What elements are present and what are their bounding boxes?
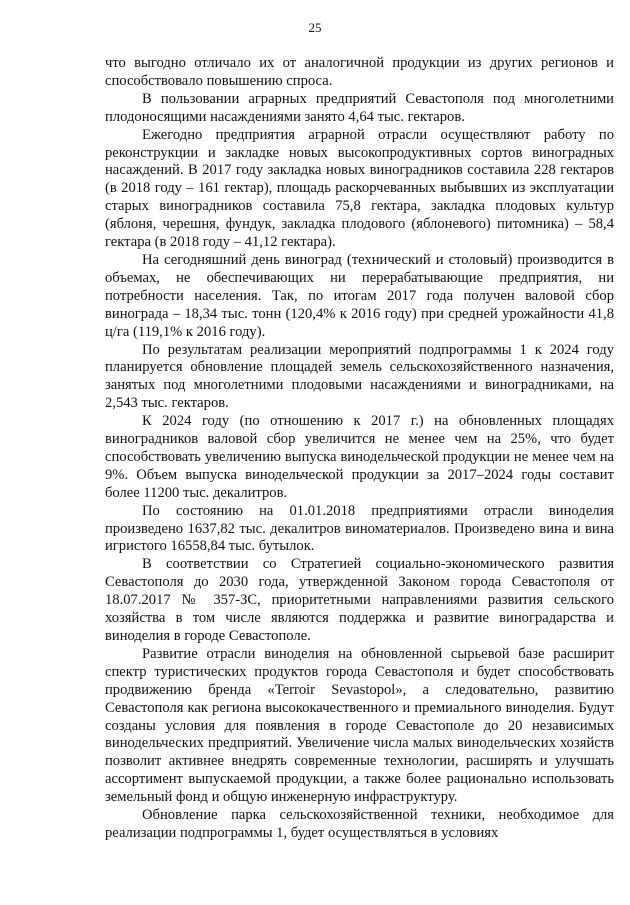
paragraph: В пользовании аграрных предприятий Севастополя под многолетними плодоносящими насаждениями занято 4,64 тыс. гектаров.	[105, 90, 614, 125]
paragraph: По результатам реализации мероприятий подпрограммы 1 к 2024 году планируется обновление площадей земель сельскохозяйственного назначения, занятых под многолетними плодовыми насаждениями и виноградниками, на 2,543 тыс. гектаров.	[105, 341, 614, 412]
paragraph: На сегодняшний день виноград (технический и столовый) производится в объемах, не обеспечивающих ни перерабатывающие предприятия, ни потребности населения. Так, по итогам 2017 года получен валовой сбор винограда – 18,34 тыс. тонн (120,4% к 2016 году) при средней урожайности 41,8 ц/га (119,1% к 2016 году).	[105, 251, 614, 340]
paragraph: К 2024 году (по отношению к 2017 г.) на обновленных площадях виноградников валовой сбор увеличится не менее чем на 25%, что будет способствовать увеличению выпуска винодельческой продукции не менее чем на 9%. Объем выпуска винодельческой продукции за 2017–2024 годы составит более 11200 тыс. декалитров.	[105, 413, 614, 501]
document-body	[105, 55, 614, 843]
paragraph: В соответствии со Стратегией социально-экономического развития Севастополя до 2030 года, утвержденной Законом города Севастополя от 18.07.2017 № 357-ЗС, приоритетными направлениями развития сельского хозяйства в том числе являются поддержка и развитие виноградарства и виноделия в городе Севастополе.	[105, 556, 614, 644]
page-number: 25	[308, 20, 322, 35]
paragraph: Ежегодно предприятия аграрной отрасли осуществляют работу по реконструкции и закладке новых высокопродуктивных сортов виноградных насаждений. В 2017 году закладка новых виноградников составила 228 гектаров (в 2018 году – 161 гектар), площадь раскорчеванных выбывших из эксплуатации старых виноградников составила 75,8 гектара, закладка плодовых культур (яблоня, черешня, фундук, закладка плодового (яблоневого) питомника) – 58,4 гектара (в 2018 году – 41,12 гектара).	[105, 126, 614, 251]
paragraph: По состоянию на 01.01.2018 предприятиями отрасли виноделия произведено 1637,82 тыс. декалитров виноматериалов. Произведено вина и вина игристого 16558,84 тыс. бутылок.	[105, 502, 614, 555]
paragraph: что выгодно отличало их от аналогичной продукции из других регионов и способствовало повышению спроса.	[105, 55, 614, 89]
paragraph: Обновление парка сельскохозяйственной техники, необходимое для реализации подпрограммы 1, будет осуществляться в условиях	[105, 807, 614, 841]
paragraph: Развитие отрасли виноделия на обновленной сырьевой базе расширит спектр туристических продуктов города Севастополя и будет способствовать продвижению бренда «Terroir Sevastopol», а следовательно, развитию Севастополя как региона высококачественного и премиального виноделия. Будут созданы условия для появления в городе Севастополе до 20 независимых винодельческих предприятий. Увеличение числа малых винодельческих хозяйств позволит активнее внедрять современные технологии, расширять и улучшать ассортимент выпускаемой продукции, а также более рационально использовать земельный фонд и общую инженерную инфраструктуру.	[105, 645, 614, 806]
